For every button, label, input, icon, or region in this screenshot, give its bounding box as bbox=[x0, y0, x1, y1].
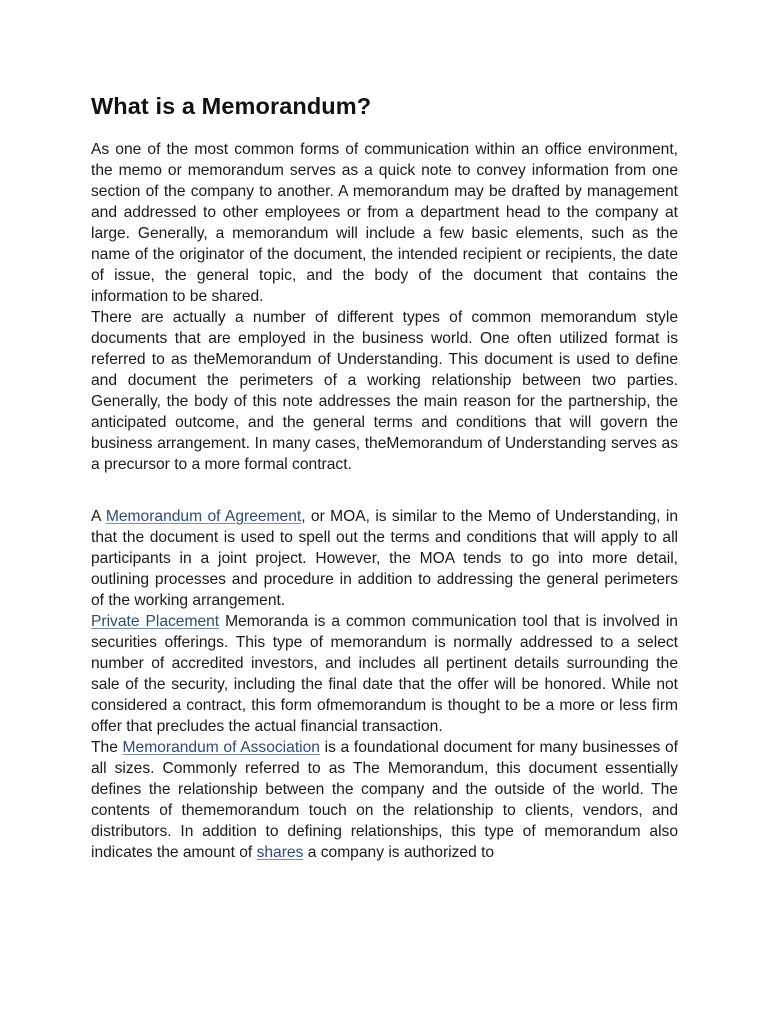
paragraph-private-placement bbox=[91, 611, 678, 737]
document-page bbox=[91, 90, 678, 863]
text-segment: Memoranda is a common communication tool that is involved in securities offerings. This type of memorandum is normally addressed to a select number of accredited investors, and includes all pertinent details surrounding the sale of the security, including the final date that the offer will be honored. While not considered a contract, this form ofmemorandum is thought to be a more or less firm offer that precludes the actual financial transaction. bbox=[91, 613, 678, 735]
text-segment: The bbox=[91, 739, 123, 756]
private-placement-link[interactable]: Private Placement bbox=[91, 613, 220, 630]
paragraph-association bbox=[91, 737, 678, 863]
memorandum-of-agreement-link[interactable]: Memorandum of Agreement bbox=[105, 508, 302, 525]
text-segment: a company is authorized to bbox=[303, 844, 495, 861]
paragraph-spacer bbox=[91, 475, 678, 506]
paragraph-types: There are actually a number of different types of common memorandum style documents that are employed in the business world. One often utilized format is referred to as theMemorandum of Understanding. This document is used to define and document the perimeters of a working relationship between two parties. Generally, the body of this note addresses the main reason for the partnership, the anticipated outcome, and the general terms and conditions that will govern the business arrangement. In many cases, theMemorandum of Understanding serves as a precursor to a more formal contract. bbox=[91, 309, 678, 473]
paragraph-intro: As one of the most common forms of communication within an office environment, the memo or memorandum serves as a quick note to convey information from one section of the company to another. A memorandum may be drafted by management and addressed to other employees or from a department head to the company at large. Generally, a memorandum will include a few basic elements, such as the name of the originator of the document, the intended recipient or recipients, the date of issue, the general topic, and the body of the document that contains the information to be shared. bbox=[91, 141, 678, 305]
page-title: What is a Memorandum? bbox=[91, 93, 372, 119]
memorandum-of-association-link[interactable]: Memorandum of Association bbox=[122, 739, 320, 756]
text-segment: , or MOA, is similar to the Memo of Understanding, in that the document is used to spell out the terms and conditions that will apply to all participants in a joint project. However, the MOA tends to go into more detail, outlining processes and procedure in addition to addressing the general perimeters of the working arrangement. bbox=[91, 508, 678, 609]
text-segment: is a foundational document for many businesses of all sizes. Commonly referred to as The Memorandum, this document essentially defines the relationship between the company and the outside of the world. The contents of thememorandum touch on the relationship to clients, vendors, and distributors. In addition to defining relationships, this type of memorandum also indicates the amount of bbox=[91, 739, 679, 861]
paragraph-moa bbox=[91, 506, 678, 611]
shares-link[interactable]: shares bbox=[256, 844, 304, 861]
text-segment: A bbox=[91, 508, 106, 525]
